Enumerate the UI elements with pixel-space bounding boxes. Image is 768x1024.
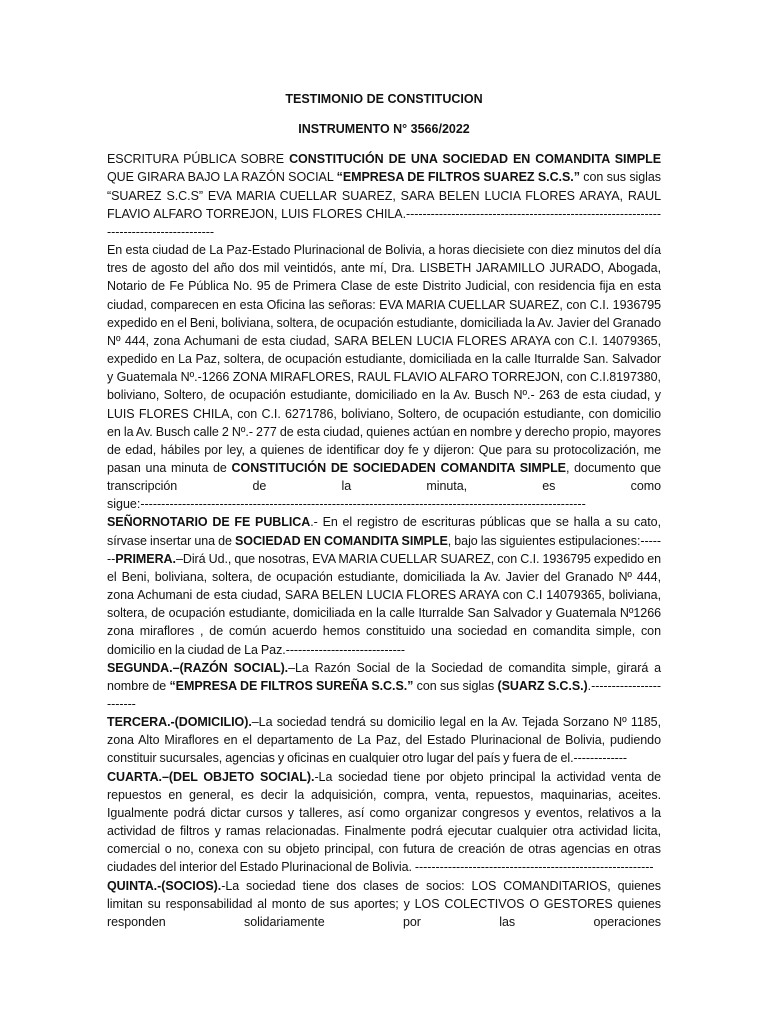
text-span: .- En el registro de escrituras públicas que se halla a su cato, sírvase insertar una de — [107, 515, 661, 548]
text-span: con sus siglas — [413, 678, 498, 693]
text-span: , documento que transcripción de la minuta, es como — [107, 460, 661, 494]
paragraph-cuarta — [107, 768, 661, 877]
text-span: –La Razón Social de la Sociedad de comandita simple, girará a nombre de — [107, 660, 661, 693]
paragraph-primera — [107, 513, 661, 658]
bold-span: SEGUNDA.–(RAZÓN SOCIAL). — [107, 660, 289, 675]
text-span: con sus siglas “SUAREZ S.C.S” EVA MARIA CUELLAR SUAREZ, SARA BELEN LUCIA FLORES ARAYA, RAUL FLAVIO ALFARO TORREJON, LUIS FLORES CHILA.---------------------------------------------------------------------------------------- — [107, 170, 661, 239]
bold-span: CONSTITUCIÓN DE UNA SOCIEDAD EN COMANDITA SIMPLE — [289, 152, 661, 167]
bold-span: CONSTITUCIÓN DE SOCIEDADEN COMANDITA SIMPLE — [231, 460, 566, 475]
bold-span: PRIMERA. — [115, 551, 176, 566]
bold-span: “EMPRESA DE FILTROS SUREÑA S.C.S.” — [169, 678, 414, 693]
bold-span: SEÑORNOTARIO DE FE PUBLICA — [107, 515, 311, 530]
bold-span: SOCIEDAD EN COMANDITA SIMPLE — [234, 533, 448, 548]
dash-line: sigue:----------------------------------------------------------------------------------------------------------- — [107, 497, 586, 512]
text-span: QUE GIRARA BAJO LA RAZÓN SOCIAL — [107, 170, 337, 185]
bold-span: QUINTA.-(SOCIOS). — [107, 878, 222, 893]
document-page — [107, 90, 661, 931]
bold-span: (SUARZ S.C.S.) — [497, 678, 588, 693]
text-span: -La sociedad tiene por objeto principal la actividad venta de repuestos en general, es decir la adquisición, compra, venta, repuestos, maquinarias, aceites. Igualmente podrá dictar cursos y talleres, así como organizar congresos y eventos, relativos a la actividad de filtros y ramas relacionadas. Finalmente podrá ejecutar cualquier otra actividad licita, comercial o no, conexa con su objeto principal, con futura de creación de otras agencias en otras ciudades del interior del Estado Plurinacional de Bolivia. ---------------------------------------------------------- — [107, 769, 661, 875]
instrument-number: INSTRUMENTO N° 3566/2022 — [298, 122, 470, 137]
paragraph-segunda — [107, 659, 661, 713]
paragraph-quinta — [107, 877, 661, 931]
text-span: En esta ciudad de La Paz-Estado Plurinacional de Bolivia, a horas diecisiete con diez minutos del día tres de agosto del año dos mil veintidós, ante mí, Dra. LISBETH JARAMILLO JURADO, Abogada, Notario de Fe Pública No. 95 de Primera Clase de este Distrito Judicial, con residencia fija en esta ciudad, comparecen en esta Oficina las señoras: EVA MARIA CUELLAR SUAREZ, con C.I. 1936795 expedido en el Beni, boliviana, soltera, de ocupación estudiante, domiciliada la Av. Javier del Granado Nº 444, zona Achumani de esta ciudad, SARA BELEN LUCIA FLORES ARAYA con C.I. 14079365, expedido en La Paz, soltera, de ocupación estudiante, domiciliada en la calle Iturralde San. Salvador y Guatemala Nº.-1266 ZONA MIRAFLORES, RAUL FLAVIO ALFARO TORREJON, con C.I.8197380, boliviano, Soltero, de ocupación estudiante, domiciliado en la Av. Busch Nº.- 263 de esta ciudad, y LUIS FLORES CHILA, con C.I. 6271786, boliviano, Soltero, de ocupación estudiante, con domicilio en la Av. Busch calle 2 Nº.- 277 de esta ciudad, quienes actúan en nombre y derecho propio, mayores de edad, hábiles por ley, a quienes de identificar doy fe y dijeron: Que para su protocolización, me pasan una minuta de — [107, 243, 661, 475]
text-span: –La sociedad tendrá su domicilio legal en la Av. Tejada Sorzano Nº 1185, zona Alto Miraflores en el departamento de La Paz, del Estado Plurinacional de Bolivia, pudiendo constituir sucursales, agencias y oficinas en cualquier otro lugar del país y fuera de el.------------- — [107, 715, 661, 766]
text-span: –Dirá Ud., que nosotras, EVA MARIA CUELLAR SUAREZ, con C.I. 1936795 expedido en el Beni, boliviana, soltera, de ocupación estudiante, domiciliada la Av. Javier del Granado Nº 444, zona Achumani de esta ciudad, SARA BELEN LUCIA FLORES ARAYA con C.I 14079365, boliviana, soltera, de ocupación estudiante, domiciliada en la calle Iturralde San Salvador y Guatemala Nº1266 zona miraflores , de común acuerdo hemos constituido una sociedad en comandita simple, con domicilio en la ciudad de La Paz.----------------------------- — [107, 551, 661, 657]
paragraph-comparecencia — [107, 241, 661, 495]
text-span: .------------------------ — [107, 678, 662, 711]
bold-span: CUARTA.–(DEL OBJETO SOCIAL). — [107, 769, 315, 784]
paragraph-tercera — [107, 713, 661, 767]
bold-span: TERCERA.-(DOMICILIO). — [107, 715, 252, 730]
text-span: -La sociedad tiene dos clases de socios: LOS COMANDITARIOS, quienes limitan su responsabilidad al monto de sus aportes; y LOS COLECTIVOS O GESTORES quienes responden solidariamente por las operaciones — [107, 878, 661, 929]
document-title: TESTIMONIO DE CONSTITUCION — [285, 92, 483, 106]
text-span: , bajo las siguientes estipulaciones:------- — [107, 533, 661, 566]
text-span: ESCRITURA PÚBLICA SOBRE — [107, 152, 290, 167]
paragraph-escritura — [107, 150, 661, 241]
bold-span: “EMPRESA DE FILTROS SUAREZ S.C.S.” — [336, 170, 580, 185]
